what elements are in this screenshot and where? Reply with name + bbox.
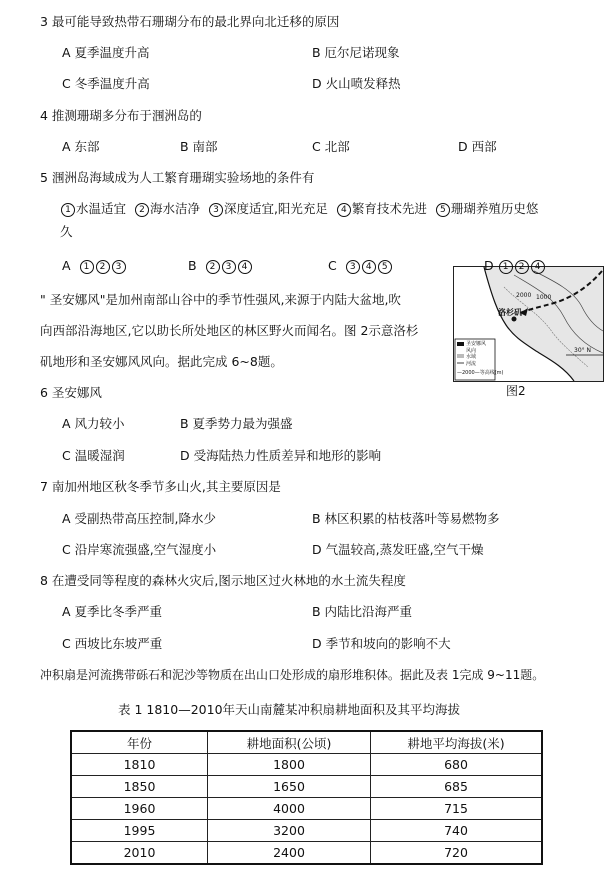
table-cell-area: 2400 [208,842,371,865]
table-cell-altitude: 680 [371,754,543,776]
circled-number: 2 [515,260,529,274]
intro-paragraph-line-3: 矶地形和圣安娜风风向。据此完成 6~8题。 [40,354,283,369]
table-header-cell: 耕地平均海拔(米) [371,731,543,754]
circled-number: 4 [362,260,376,274]
table-row [71,842,542,865]
table-cell-altitude: 720 [371,842,543,865]
circled-number: 1 [80,260,94,274]
table-cell-area: 1650 [208,776,371,798]
table-header-cell: 耕地面积(公顷) [208,731,371,754]
circled-number: 4 [238,260,252,274]
table-row [71,776,542,798]
table-cell-altitude: 740 [371,820,543,842]
question-4-title: 4 推测珊瑚多分布于涠洲岛的 [40,108,202,123]
table-header-row [71,731,542,754]
map-city-label: 洛杉矶 [498,308,522,317]
q7-option-a: A 受副热带高压控制,降水少 [62,511,216,526]
circled-number: 2 [206,260,220,274]
q8-option-b: B 内陆比沿海严重 [312,604,413,619]
q7-option-d: D 气温较高,蒸发旺盛,空气干燥 [312,542,484,557]
table-row [71,820,542,842]
circled-number: 2 [96,260,110,274]
table-cell-area: 4000 [208,798,371,820]
circled-number: 1 [499,260,513,274]
legend-wind-icon [457,342,464,346]
circled-number: 4 [337,203,351,217]
circled-number: 5 [436,203,450,217]
map-latitude-label: 30° N [574,347,592,354]
table-cell-year: 2010 [71,842,208,865]
table-1-caption: 表 1 1810—2010年天山南麓某冲积扇耕地面积及其平均海拔 [118,702,461,717]
table-cell-year: 1810 [71,754,208,776]
question-7-title: 7 南加州地区秋冬季节多山火,其主要原因是 [40,479,281,494]
legend-label: 水域 [466,354,477,360]
q5-statement-wrap: 久 [60,224,73,239]
map-drawing [454,267,603,381]
circled-number: 3 [209,203,223,217]
option-label: D [484,258,494,273]
q8-option-a: A 夏季比冬季严重 [62,604,163,619]
q3-option-b: B 厄尔尼诺现象 [312,45,400,60]
q8-option-c: C 西坡比东坡严重 [62,636,163,651]
question-6-title: 6 圣安娜风 [40,385,102,400]
table-cell-area: 3200 [208,820,371,842]
table-row [71,798,542,820]
figure-2-map [453,266,604,382]
table-cell-altitude: 685 [371,776,543,798]
q6-option-b: B 夏季势力最为强盛 [180,416,293,431]
legend-label: 等高线(m) [479,370,504,376]
legend-contour-prefix: —2000— [457,370,480,376]
table-cell-altitude: 715 [371,798,543,820]
statement-text: 深度适宜,阳光充足 [223,201,328,216]
legend-contour-label [457,369,504,376]
q5-statements [60,199,538,217]
table-cell-year: 1995 [71,820,208,842]
legend-label: 圣安娜风 [466,341,487,347]
q3-option-c: C 冬季温度升高 [62,76,150,91]
map-contour-label: 2000 [516,292,532,299]
circled-number: 3 [112,260,126,274]
q6-option-c: C 温暖湿润 [62,448,125,463]
statement-text: 水温适宜 [76,201,127,216]
legend-label: 风向 [466,348,477,354]
statement-text: 繁育技术先进 [351,201,427,216]
legend-label: 河流 [466,361,477,367]
q4-option-a: A 东部 [62,139,100,154]
circled-number: 5 [378,260,392,274]
q4-option-c: C 北部 [312,139,350,154]
option-label: A [62,258,71,273]
q5-option-b [188,258,253,274]
question-3-title: 3 最可能导致热带石珊瑚分布的最北界向北迁移的原因 [40,14,340,29]
legend-water-icon [457,354,464,358]
question-8-title: 8 在遭受同等程度的森林火灾后,图示地区过火林地的水土流失程度 [40,573,406,588]
q5-option-d [484,258,546,274]
option-label: B [188,258,197,273]
table-cell-area: 1800 [208,754,371,776]
q8-option-d: D 季节和坡向的影响不大 [312,636,451,651]
q3-option-a: A 夏季温度升高 [62,45,150,60]
q3-option-d: D 火山喷发释热 [312,76,401,91]
circled-number: 1 [61,203,75,217]
circled-number: 2 [135,203,149,217]
intro-paragraph-line-2: 向西部沿海地区,它以助长所处地区的林区野火而闻名。图 2示意洛杉 [40,323,419,338]
land-area [484,267,603,381]
q7-option-b: B 林区积累的枯枝落叶等易燃物多 [312,511,500,526]
q4-option-b: B 南部 [180,139,218,154]
q4-option-d: D 西部 [458,139,497,154]
q7-option-c: C 沿岸寒流强盛,空气湿度小 [62,542,217,557]
circled-number: 4 [531,260,545,274]
option-label: C [328,258,337,273]
map-contour-label: 1000 [536,294,552,301]
question-5-title: 5 涠洲岛海域成为人工繁育珊瑚实验场地的条件有 [40,170,315,185]
circled-number: 3 [222,260,236,274]
table-cell-year: 1850 [71,776,208,798]
table-cell-year: 1960 [71,798,208,820]
q6-option-a: A 风力较小 [62,416,125,431]
intro-paragraph-alluvial-fan: 冲积扇是河流携带砾石和泥沙等物质在出山口处形成的扇形堆积体。据此及表 1完成 9~11题。 [40,668,545,682]
table-header-cell: 年份 [71,731,208,754]
intro-paragraph-line-1: " 圣安娜风"是加州南部山谷中的季节性强风,来源于内陆大盆地,吹 [40,292,401,307]
table-1 [70,730,543,865]
table-row [71,754,542,776]
q5-option-a [62,258,127,274]
q6-option-d: D 受海陆热力性质差异和地形的影响 [180,448,382,463]
statement-text: 珊瑚养殖历史悠 [450,201,539,216]
circled-number: 3 [346,260,360,274]
statement-text: 海水洁净 [149,201,200,216]
q5-option-c [328,258,393,274]
figure-2-caption: 图2 [506,384,526,398]
